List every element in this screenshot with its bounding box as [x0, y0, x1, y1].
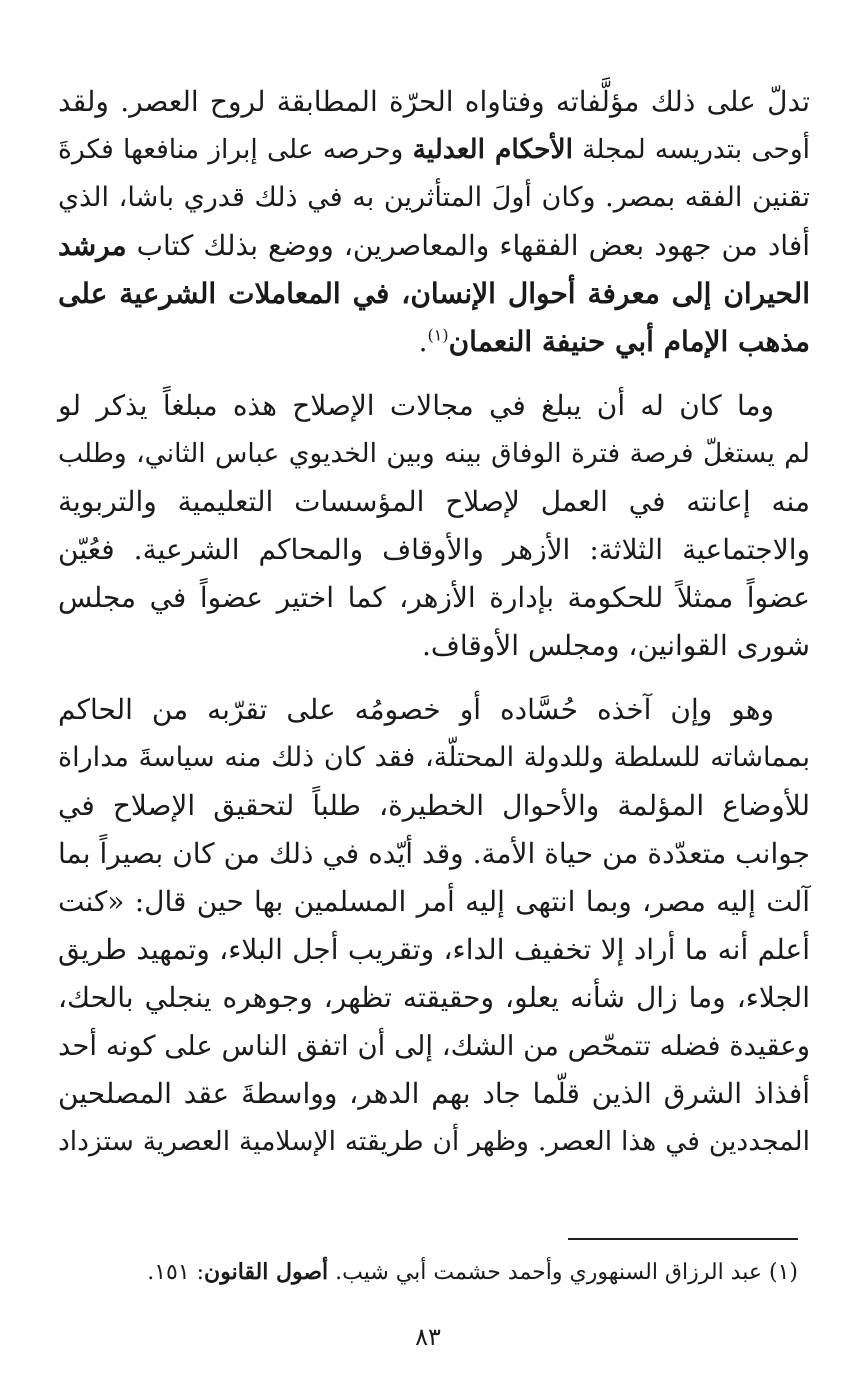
footnote-text: عبد الرزاق السنهوري وأحمد حشمت أبي شيب.: [328, 1260, 769, 1285]
text-line: [58, 574, 810, 622]
text-segment: لم يستغلّ فرصة فترة الوفاق بينه وبين الخديوي عباس الثاني، وطلب: [58, 438, 810, 469]
text-segment: المجددين في هذا العصر. وظهر أن طريقته الإسلامية العصرية ستزداد: [58, 1126, 810, 1157]
text-segment: أفاد من جهود بعض الفقهاء والمعاصرين، ووضع بذلك كتاب: [126, 229, 810, 262]
bold-segment: مذهب الإمام أبي حنيفة النعمان: [448, 325, 810, 358]
text-line: [58, 1022, 810, 1070]
book-title-murshid-part1: [58, 229, 127, 262]
text-line: [58, 974, 810, 1022]
text-segment: أوحى بتدريسه لمجلة: [572, 134, 811, 165]
page-body: [58, 78, 810, 1166]
text-segment: وحرصه على إبراز منافعها فكرةَ: [58, 134, 413, 165]
text-line: [58, 734, 810, 782]
text-segment: وعقيدة فضله تتمحّص من الشك، إلى أن اتفق الناس على كونه أحد: [58, 1030, 810, 1062]
text-line: [58, 830, 810, 878]
footnote-marker: (١): [768, 1260, 798, 1285]
text-segment: تقنين الفقه بمصر. وكان أولَ المتأثرين به في ذلك قدري باشا، الذي: [58, 182, 810, 213]
text-line: [58, 126, 810, 174]
text-segment: أعلم أنه ما أراد إلا تخفيف الداء، وتقريب أجل البلاء، وتمهيد طريق: [58, 933, 810, 966]
footnote-reference[interactable]: [428, 326, 449, 345]
text-line: [58, 782, 810, 830]
text-line: [58, 878, 810, 926]
footnote-book-title: أصول القانون: [204, 1259, 329, 1285]
book-title-murshid-part2: [58, 277, 810, 310]
text-line: [58, 174, 810, 222]
text-segment: عضواً ممثلاً للحكومة بإدارة الأزهر، كما اختير عضواً في مجلس: [58, 581, 810, 614]
text-line: [58, 382, 810, 430]
page-number: ٨٣: [415, 1323, 441, 1351]
footnote: [46, 1254, 798, 1291]
text-segment: للأوضاع المؤلمة والأحوال الخطيرة، طلباً لتحقيق الإصلاح في: [58, 789, 810, 822]
footnote-separator: [568, 1238, 798, 1240]
bold-segment: الحيران إلى معرفة أحوال الإنسان، في المعاملات الشرعية على: [58, 277, 810, 310]
text-segment: .: [418, 325, 428, 358]
book-title-majallat-al-ahkam: [413, 134, 573, 165]
paragraph-1: [58, 78, 810, 366]
text-segment: الجلاء، وما زال شأنه يعلو، وحقيقته تظهر، وجوهره ينجلي بالحك،: [58, 981, 810, 1014]
footnote-reference-marker[interactable]: (١): [427, 325, 449, 345]
text-line: [58, 926, 810, 974]
text-line: [58, 526, 810, 574]
text-segment: آلت إليه مصر، وبما انتهى إليه أمر المسلمين بها حين قال: «كنت: [58, 885, 810, 918]
text-line: [58, 222, 810, 270]
text-segment: منه إعانته في العمل لإصلاح المؤسسات التعليمية والتربوية: [58, 485, 810, 518]
footnote-page-ref: : ١٥١.: [147, 1260, 205, 1285]
text-line: [58, 318, 810, 366]
text-segment: جوانب متعدّدة من حياة الأمة. وقد أيّده في ذلك من كان بصيراً بما: [58, 837, 810, 870]
text-line: [58, 622, 810, 670]
text-line: [58, 270, 810, 318]
text-segment: وما كان له أن يبلغ في مجالات الإصلاح هذه مبلغاً يذكر لو: [58, 389, 774, 422]
bold-segment: الأحكام العدلية: [412, 134, 573, 165]
text-segment: شورى القوانين، ومجلس الأوقاف.: [421, 629, 810, 662]
text-segment: أفذاذ الشرق الذين قلّما جاد بهم الدهر، وواسطةَ عقد المصلحين: [58, 1077, 810, 1110]
text-line: [58, 478, 810, 526]
text-segment: وهو وإن آخذه حُسَّاده أو خصومُه على تقرّبه من الحاكم: [58, 693, 774, 726]
paragraph-2: [58, 382, 810, 670]
text-segment: والاجتماعية الثلاثة: الأزهر والأوقاف والمحاكم الشرعية. فعُيّن: [58, 533, 810, 566]
text-line: [58, 1118, 810, 1166]
text-segment: تدلّ على ذلك مؤلَّفاته وفتاواه الحرّة المطابقة لروح العصر. ولقد: [58, 85, 810, 118]
text-line: [58, 430, 810, 478]
bold-segment: مرشد: [58, 229, 127, 262]
book-title-murshid-part3: [449, 325, 810, 358]
text-line: [58, 686, 810, 734]
paragraph-3: [58, 686, 810, 1166]
text-segment: بمماشاته للسلطة وللدولة المحتلّة، فقد كان ذلك منه سياسةَ مداراة: [58, 742, 810, 773]
text-line: [58, 78, 810, 126]
text-line: [58, 1070, 810, 1118]
